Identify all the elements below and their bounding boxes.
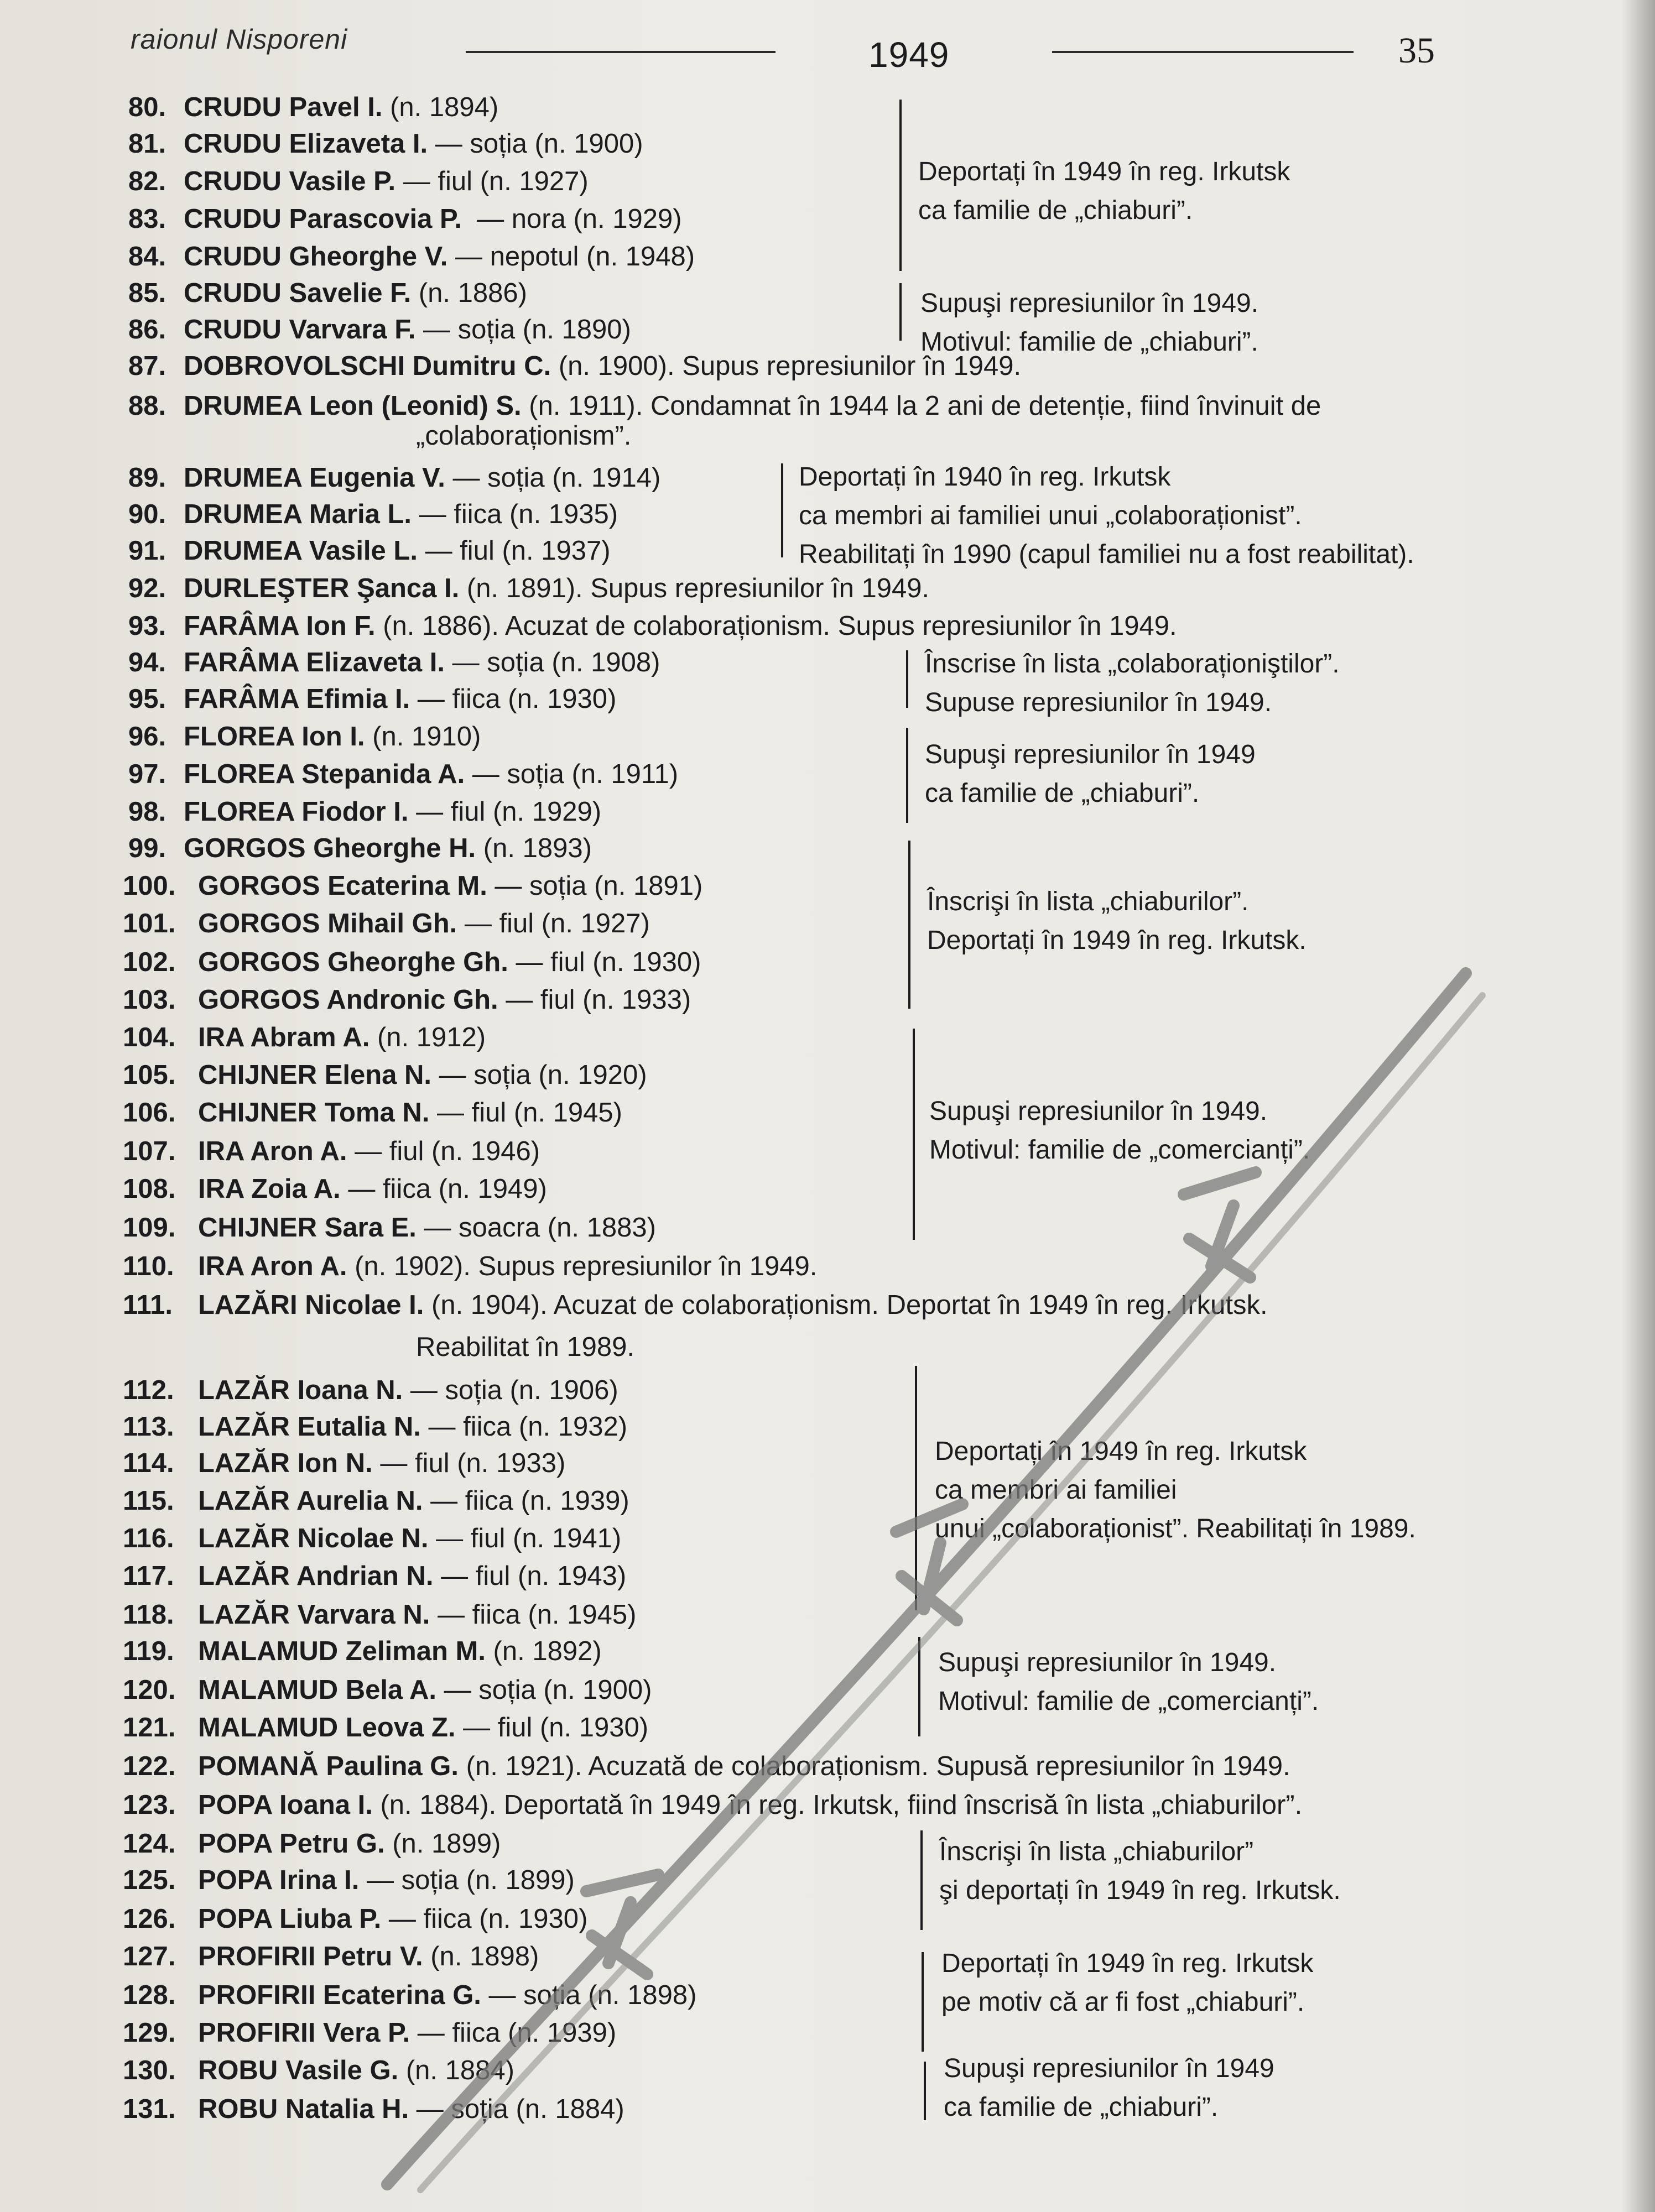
entry-row (123, 1714, 648, 1741)
entry-number: 129. (123, 2018, 176, 2048)
group-note-line: Reabilitați în 1990 (capul familiei nu a fost reabilitat). (799, 540, 1414, 569)
entry-row (123, 1099, 622, 1126)
entry-row (128, 575, 929, 602)
entry-details: (n. 1886) (411, 278, 527, 308)
entry-details: — nora (n. 1929) (461, 204, 682, 234)
group-note (935, 1432, 1416, 1548)
group-note-line: Motivul: familie de „comercianți”. (938, 1687, 1319, 1716)
entry-name: CRUDU Pavel I. (184, 92, 383, 122)
entry-details: — fiul (n. 1933) (498, 985, 691, 1015)
group-note-line: Supuşi represiunilor în 1949. (920, 289, 1259, 318)
entry-number: 93. (128, 611, 166, 641)
entry-name: IRA Aron A. (198, 1251, 347, 1281)
entry-number: 89. (128, 463, 166, 493)
group-note-line: Supuşi represiunilor în 1949. (938, 1648, 1277, 1677)
entry-row (123, 2057, 514, 2084)
group-bracket (906, 728, 908, 823)
entry-details: (n. 1892) (485, 1636, 602, 1666)
group-note (927, 883, 1307, 960)
entry-number: 128. (123, 1980, 176, 2010)
entry-number: 120. (123, 1675, 176, 1705)
entry-row (123, 1176, 547, 1203)
group-bracket (906, 650, 908, 708)
entry-details: — fiul (n. 1933) (372, 1448, 566, 1478)
group-bracket (924, 2062, 926, 2120)
entry-details: (n. 1904). Acuzat de colaboraționism. Deportat în 1949 în reg. Irkutsk. (424, 1290, 1268, 1320)
entry-name: FLOREA Stepanida A. (184, 759, 465, 789)
entry-number: 98. (128, 797, 166, 827)
entry-details: — fiul (n. 1927) (457, 909, 650, 938)
entry-name: CHIJNER Elena N. (198, 1060, 432, 1090)
entry-name: FARÂMA Efimia I. (184, 684, 410, 714)
entry-row (123, 1677, 652, 1704)
entry-number: 116. (123, 1524, 174, 1553)
entry-number: 127. (123, 1942, 176, 1971)
entry-name: GORGOS Gheorghe H. (184, 833, 476, 863)
group-note-line: Înscrişi în lista „chiaburilor” (939, 1837, 1254, 1866)
running-header-year: 1949 (868, 35, 950, 75)
entry-number: 102. (123, 947, 176, 977)
entry-number: 94. (128, 648, 166, 677)
group-bracket (913, 1029, 915, 1240)
entry-row (123, 1830, 501, 1858)
entry-details: — nepotul (n. 1948) (447, 242, 695, 272)
page-edge-shadow (1622, 0, 1655, 2212)
entry-row (123, 1253, 817, 1280)
entry-name: POPA Irina I. (198, 1865, 360, 1895)
entry-details: (n. 1911). Condamnat în 1944 la 2 ani de detenție, fiind învinuit de (521, 391, 1321, 421)
entry-name: POPA Liuba P. (198, 1904, 382, 1934)
entry-number: 130. (123, 2056, 176, 2085)
group-note-line: Supuse represiunilor în 1949. (925, 688, 1272, 717)
group-bracket (908, 841, 910, 1009)
entry-number: 103. (123, 985, 176, 1015)
entry-details: — soția (n. 1906) (403, 1375, 618, 1405)
entry-details: — fiul (n. 1941) (428, 1524, 622, 1553)
entry-row (123, 1450, 565, 1477)
entry-111-continuation: Reabilitat în 1989. (416, 1332, 634, 1362)
entry-name: CRUDU Savelie F. (184, 278, 412, 308)
group-note (938, 1644, 1319, 1721)
entry-row (123, 1024, 486, 1051)
entry-row (123, 2096, 624, 2123)
entry-row (128, 280, 527, 307)
entry-row (128, 393, 1321, 420)
entry-details: — soția (n. 1900) (436, 1675, 652, 1705)
group-note-line: şi deportați în 1949 în reg. Irkutsk. (939, 1876, 1341, 1905)
group-bracket (915, 1366, 917, 1610)
entry-name: LAZĂR Ion N. (198, 1448, 373, 1478)
entry-row (128, 168, 589, 195)
entry-name: CHIJNER Toma N. (198, 1098, 430, 1128)
entry-number: 108. (123, 1174, 176, 1204)
group-note-line: Deportați în 1949 în reg. Irkutsk. (927, 926, 1307, 955)
entry-number: 124. (123, 1829, 176, 1859)
entry-details: — fiica (n. 1939) (410, 2018, 617, 2048)
entry-name: IRA Zoia A. (198, 1174, 341, 1204)
entry-details: — soacra (n. 1883) (416, 1213, 656, 1243)
entry-name: CHIJNER Sara E. (198, 1213, 417, 1243)
entry-row (123, 1943, 539, 1970)
entry-name: DRUMEA Eugenia V. (184, 463, 445, 493)
entry-details: (n. 1910) (365, 722, 481, 752)
entry-row (123, 987, 691, 1014)
entry-details: — soția (n. 1900) (428, 129, 643, 159)
entry-name: POPA Petru G. (198, 1829, 385, 1859)
entry-details: (n. 1884). Deportată în 1949 în reg. Irkutsk, fiind înscrisă în lista „chiaburilor”. (372, 1790, 1303, 1820)
group-note (799, 458, 1414, 574)
entry-details: (n. 1902). Supus represiunilor în 1949. (347, 1251, 818, 1281)
entry-number: 105. (123, 1060, 176, 1090)
entry-number: 91. (128, 536, 166, 566)
entry-row (123, 1563, 626, 1590)
group-note-line: Supuşi represiunilor în 1949 (944, 2054, 1274, 2083)
entry-name: IRA Aron A. (198, 1136, 347, 1166)
entry-row (128, 316, 631, 343)
entry-number: 100. (123, 871, 176, 901)
entry-name: FARÂMA Ion F. (184, 611, 376, 641)
entry-details: (n. 1912) (369, 1022, 486, 1052)
entry-row (123, 1638, 602, 1665)
entry-row (128, 686, 616, 713)
entry-details: — soția (n. 1911) (465, 759, 679, 789)
entry-number: 86. (128, 315, 166, 345)
entry-row (123, 1214, 656, 1241)
entry-details: — soția (n. 1890) (415, 315, 631, 345)
entry-row (128, 799, 601, 826)
entry-details: (n. 1893) (476, 833, 592, 863)
entry-number: 110. (123, 1251, 174, 1281)
entry-name: DRUMEA Leon (Leonid) S. (184, 391, 522, 421)
entry-row (123, 1906, 587, 1933)
entry-details: — fiul (n. 1930) (508, 947, 701, 977)
entry-details: — soția (n. 1899) (359, 1865, 575, 1895)
group-bracket (918, 1637, 920, 1736)
group-bracket (899, 100, 902, 271)
entry-number: 121. (123, 1713, 176, 1743)
entry-details: — fiul (n. 1945) (429, 1098, 622, 1128)
entry-name: DOBROVOLSCHI Dumitru C. (184, 351, 551, 381)
entry-number: 82. (128, 166, 166, 196)
entry-number: 109. (123, 1213, 176, 1243)
entry-row (128, 538, 611, 565)
group-note-line: Înscrişi în lista „chiaburilor”. (927, 887, 1249, 916)
entry-details: (n. 1899) (384, 1829, 501, 1859)
entry-row (123, 1867, 575, 1894)
header-rule-right (1052, 51, 1354, 53)
group-bracket (781, 463, 783, 557)
entry-details: — fiica (n. 1945) (430, 1600, 637, 1630)
entry-name: POPA Ioana I. (198, 1790, 373, 1820)
entry-number: 99. (128, 833, 166, 863)
group-note-line: Supuşi represiunilor în 1949 (925, 740, 1256, 769)
group-note (918, 153, 1290, 230)
entry-row (128, 649, 660, 676)
entry-number: 97. (128, 759, 166, 789)
entry-number: 117. (123, 1561, 174, 1591)
entry-name: POMANĂ Paulina G. (198, 1751, 459, 1781)
entry-row (128, 131, 643, 158)
entry-details: — fiul (n. 1929) (408, 797, 602, 827)
group-note-line: Înscrise în lista „colaboraționiştilor”. (925, 649, 1340, 679)
group-note (929, 1092, 1310, 1170)
entry-details: — fiul (n. 1943) (433, 1561, 627, 1591)
entry-name: LAZĂR Varvara N. (198, 1600, 430, 1630)
entry-number: 115. (123, 1486, 174, 1516)
group-note (944, 2049, 1274, 2127)
entry-number: 80. (128, 92, 166, 122)
entry-row (123, 1753, 1290, 1780)
entry-details: — fiul (n. 1927) (395, 166, 589, 196)
entry-name: GORGOS Gheorghe Gh. (198, 947, 508, 977)
group-note-line: ca familie de „chiaburi”. (918, 196, 1193, 225)
entry-details: (n. 1884) (398, 2056, 514, 2085)
group-note-line: Deportați în 1949 în reg. Irkutsk (935, 1437, 1307, 1466)
entry-number: 85. (128, 278, 166, 308)
entry-details: — fiica (n. 1939) (423, 1486, 629, 1516)
group-note-line: Motivul: familie de „comercianți”. (929, 1135, 1310, 1165)
entry-row (123, 1792, 1302, 1819)
entry-row (123, 1601, 636, 1629)
entry-number: 90. (128, 499, 166, 529)
entry-details: (n. 1898) (423, 1942, 539, 1971)
entry-row (123, 1062, 647, 1089)
entry-name: LAZĂR Eutalia N. (198, 1412, 421, 1442)
entry-name: CRUDU Elizaveta I. (184, 129, 428, 159)
entry-row (123, 1413, 627, 1441)
entry-name: LAZĂR Nicolae N. (198, 1524, 429, 1553)
entry-name: FARÂMA Elizaveta I. (184, 648, 445, 677)
group-note-line: ca familie de „chiaburi”. (925, 779, 1200, 808)
entry-number: 113. (123, 1412, 174, 1442)
entry-row (128, 501, 618, 528)
entry-number: 96. (128, 722, 166, 752)
entry-number: 83. (128, 204, 166, 234)
entry-details: (n. 1900). Supus represiunilor în 1949. (551, 351, 1022, 381)
entry-number: 131. (123, 2094, 176, 2124)
entry-number: 106. (123, 1098, 176, 1128)
entry-details: — fiica (n. 1949) (340, 1174, 547, 1204)
group-note-line: ca membri ai familiei (935, 1475, 1177, 1505)
entry-number: 112. (123, 1375, 174, 1405)
entry-row (123, 1488, 629, 1515)
entry-number: 114. (123, 1448, 174, 1478)
entry-number: 119. (123, 1636, 174, 1666)
entry-number: 125. (123, 1865, 176, 1895)
group-note-line: Motivul: familie de „chiaburi”. (920, 327, 1258, 357)
entry-row (123, 910, 650, 937)
group-bracket (922, 1952, 924, 2052)
entry-name: CRUDU Gheorghe V. (184, 242, 448, 272)
entry-number: 95. (128, 684, 166, 714)
entry-row (123, 1138, 540, 1165)
group-note (925, 645, 1340, 722)
entry-name: FLOREA Ion I. (184, 722, 365, 752)
group-note-line: ca membri ai familiei unui „colaboraționist”. (799, 501, 1302, 530)
entry-details: — soția (n. 1914) (445, 463, 661, 493)
entry-number: 118. (123, 1600, 174, 1630)
entry-number: 101. (123, 909, 176, 938)
entry-details: — fiica (n. 1930) (410, 684, 617, 714)
entry-row (123, 1982, 696, 2009)
entry-row (128, 761, 678, 788)
entry-details: — soția (n. 1891) (487, 871, 703, 901)
entry-row (128, 243, 695, 270)
entry-row (128, 723, 481, 750)
group-note (941, 1944, 1313, 2022)
group-note (920, 284, 1258, 362)
group-note-line: Supuşi represiunilor în 1949. (929, 1097, 1268, 1126)
entry-row (123, 2020, 616, 2047)
page-number: 35 (1398, 30, 1435, 71)
entry-name: CRUDU Vasile P. (184, 166, 396, 196)
entry-name: PROFIRII Vera P. (198, 2018, 410, 2048)
entry-details: — fiul (n. 1937) (417, 536, 611, 566)
entry-name: DRUMEA Vasile L. (184, 536, 418, 566)
entry-name: LAZĂRI Nicolae I. (198, 1290, 424, 1320)
entry-details: — fiul (n. 1930) (455, 1713, 649, 1743)
group-note-line: Deportați în 1940 în reg. Irkutsk (799, 462, 1171, 492)
entry-row (128, 353, 1021, 380)
group-note (925, 735, 1256, 813)
entry-details: — fiica (n. 1935) (412, 499, 618, 529)
entry-row (128, 94, 498, 121)
entry-details: — soția (n. 1884) (409, 2094, 624, 2124)
entry-details: — fiica (n. 1932) (420, 1412, 628, 1442)
running-header-district: raionul Nisporeni (131, 24, 348, 55)
entry-details: — fiica (n. 1930) (381, 1904, 588, 1934)
group-note-line: Deportați în 1949 în reg. Irkutsk (941, 1949, 1314, 1978)
entry-row (123, 1377, 618, 1404)
entry-row (123, 1292, 1268, 1319)
entry-name: GORGOS Ecaterina M. (198, 871, 487, 901)
entry-name: FLOREA Fiodor I. (184, 797, 409, 827)
entry-name: MALAMUD Bela A. (198, 1675, 437, 1705)
entry-88-continuation: „colaboraționism”. (416, 421, 632, 451)
entry-row (128, 206, 682, 233)
entry-number: 126. (123, 1904, 176, 1934)
entry-row (128, 613, 1177, 640)
entry-row (123, 949, 701, 976)
group-bracket (899, 283, 902, 341)
entry-details: — soția (n. 1898) (481, 1980, 697, 2010)
entry-name: GORGOS Andronic Gh. (198, 985, 498, 1015)
group-note-line: unui „colaboraționist”. Reabilitați în 1989. (935, 1514, 1416, 1543)
entry-number: 122. (123, 1751, 176, 1781)
entry-row (123, 1525, 621, 1552)
entry-row (128, 465, 660, 492)
entry-name: CRUDU Parascovia P. (184, 204, 462, 234)
entry-details: — soția (n. 1920) (431, 1060, 647, 1090)
entry-name: PROFIRII Ecaterina G. (198, 1980, 481, 2010)
entry-name: DRUMEA Maria L. (184, 499, 412, 529)
entry-row (123, 873, 702, 900)
entry-number: 107. (123, 1136, 176, 1166)
entry-number: 104. (123, 1022, 176, 1052)
entry-name: MALAMUD Zeliman M. (198, 1636, 486, 1666)
entry-row (128, 835, 592, 862)
group-note-line: Deportați în 1949 în reg. Irkutsk (918, 157, 1290, 186)
group-note (939, 1833, 1341, 1910)
entry-name: DURLEŞTER Şanca I. (184, 573, 460, 603)
entry-name: LAZĂR Ioana N. (198, 1375, 403, 1405)
entry-number: 87. (128, 351, 166, 381)
entry-number: 88. (128, 391, 166, 421)
entry-name: ROBU Natalia H. (198, 2094, 409, 2124)
header-rule-left (466, 51, 776, 53)
group-bracket (920, 1830, 923, 1930)
entry-number: 84. (128, 242, 166, 272)
entry-details: (n. 1891). Supus represiunilor în 1949. (459, 573, 930, 603)
entry-number: 123. (123, 1790, 176, 1820)
entry-number: 111. (123, 1290, 173, 1320)
entry-details: — soția (n. 1908) (444, 648, 660, 677)
entry-details: (n. 1886). Acuzat de colaboraționism. Supus represiunilor în 1949. (375, 611, 1177, 641)
entry-number: 81. (128, 129, 166, 159)
entry-name: CRUDU Varvara F. (184, 315, 416, 345)
entry-name: MALAMUD Leova Z. (198, 1713, 456, 1743)
entry-details: — fiul (n. 1946) (347, 1136, 540, 1166)
entry-name: GORGOS Mihail Gh. (198, 909, 457, 938)
entry-name: LAZĂR Andrian N. (198, 1561, 434, 1591)
group-note-line: ca familie de „chiaburi”. (944, 2093, 1219, 2122)
entry-details: (n. 1921). Acuzată de colaboraționism. Supusă represiunilor în 1949. (459, 1751, 1290, 1781)
entry-number: 92. (128, 573, 166, 603)
entry-name: IRA Abram A. (198, 1022, 370, 1052)
entry-details: (n. 1894) (382, 92, 499, 122)
entry-name: PROFIRII Petru V. (198, 1942, 423, 1971)
group-note-line: pe motiv că ar fi fost „chiaburi”. (941, 1987, 1305, 2017)
entry-name: LAZĂR Aurelia N. (198, 1486, 423, 1516)
entry-name: ROBU Vasile G. (198, 2056, 399, 2085)
